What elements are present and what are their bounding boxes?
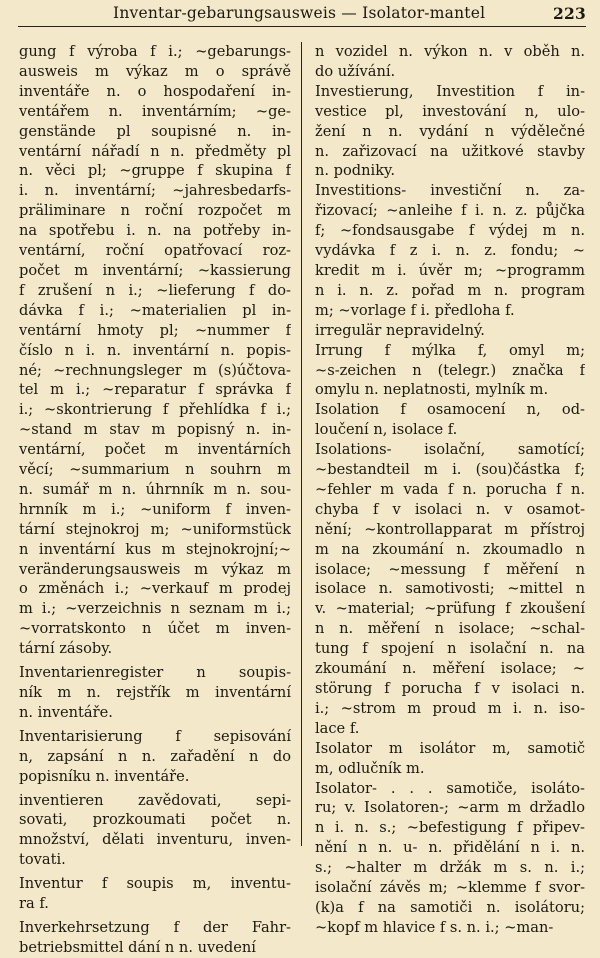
entry-line: m i.; ~verzeichnis n seznam m i.; xyxy=(19,600,291,618)
entry-line: tární zásoby. xyxy=(19,640,113,658)
entry-line: loučení n, isolace f. xyxy=(315,421,458,439)
page-number: 223 xyxy=(553,3,586,23)
entry-line: f; ~fondsausgabe f výdej m n. xyxy=(315,222,585,240)
running-header xyxy=(18,0,586,27)
entry-line: n i. n. s.; ~befestigung f připev- xyxy=(315,819,585,837)
entry-line: ventární nářadí n n. předměty pl xyxy=(19,142,291,160)
dictionary-entry xyxy=(315,42,585,82)
entry-line: chyba f v isolaci n. v osamot- xyxy=(315,500,585,518)
entry-line: genstände pl soupisné n. in- xyxy=(19,122,291,140)
left-column xyxy=(19,42,302,956)
dictionary-entry xyxy=(315,739,585,779)
entry-line: Inventur f soupis m, inventu- xyxy=(19,875,291,893)
entry-line: isolace; ~messung f měření n xyxy=(315,560,585,578)
entry-line: störung f porucha f v isolaci n. xyxy=(315,680,585,697)
entry-line: inventieren zavědovati, sepi- xyxy=(19,791,291,809)
entry-line: ~bestandteil m i. (sou)částka f; xyxy=(315,461,585,479)
entry-line: žení n n. vydání n výdělečné xyxy=(315,122,585,140)
entry-line: n vozidel n. výkon n. v oběh n. xyxy=(315,43,585,60)
entry-line: sovati, prozkoumati počet n. xyxy=(19,811,291,829)
entry-line: ventární, počet m inventárních xyxy=(19,441,291,459)
entry-line: f zrušení n i.; ~lieferung f do- xyxy=(19,281,291,299)
entry-line: ~kopf m hlavice f s. n. i.; ~man- xyxy=(315,918,554,936)
entry-line: n. zařizovací na užitkové stavby xyxy=(315,142,585,160)
entry-line: ~stand m stav m popisný n. in- xyxy=(19,421,291,439)
entry-line: Isolations- isolační, samotící; xyxy=(315,441,585,459)
entry-line: né; ~rechnungsleger m (s)účtova- xyxy=(19,361,291,379)
entry-line: ausweis m výkaz m o správě xyxy=(19,62,291,80)
entry-line: m na zkoumání n. zkoumadlo n xyxy=(315,540,585,558)
dictionary-entry xyxy=(19,918,291,958)
entry-line: ~vorratskonto n účet m inven- xyxy=(19,620,291,638)
entry-line: v. ~material; ~prüfung f zkoušení xyxy=(315,600,585,618)
entry-line: n, zapsání n n. zařadění n do xyxy=(19,747,291,765)
entry-line: n n. měření n isolace; ~schal- xyxy=(315,620,585,638)
entry-line: ra f. xyxy=(19,895,49,913)
entry-line: kredit m i. úvěr m; ~programm xyxy=(315,261,585,279)
entry-line: inventáře n. o hospodaření in- xyxy=(19,82,291,100)
entry-line: m; ~vorlage f i. předloha f. xyxy=(315,301,515,319)
entry-line: nění; ~kontrollapparat m přístroj xyxy=(315,520,585,538)
entry-line: Investierung, Investition f in- xyxy=(315,82,585,100)
dictionary-entry xyxy=(315,400,585,440)
entry-line: počet m inventární; ~kassierung xyxy=(19,261,291,279)
entry-line: popisníku n. inventáře. xyxy=(19,767,190,785)
entry-line: do užívání. xyxy=(315,62,396,80)
entry-line: ~s-zeichen n (telegr.) značka f xyxy=(315,361,585,379)
entry-line: tel m i.; ~reparatur f správka f xyxy=(19,381,291,399)
entry-line: ventární, roční opatřovací roz- xyxy=(19,242,291,260)
header-title: Inventar-gebarungsausweis — Isolator-mantel xyxy=(113,4,486,22)
entry-line: betriebsmittel dání n n. uvedení xyxy=(19,938,256,956)
entry-line: hrnník m i.; ~uniform f inven- xyxy=(19,500,291,518)
entry-line: n. sumář m n. úhrnník m n. sou- xyxy=(19,480,291,498)
entry-line: o změnách i.; ~verkauf m prodej xyxy=(19,580,291,598)
entry-line: na spotřebu i. n. na potřeby in- xyxy=(19,222,291,240)
entry-line: Irrung f mýlka f, omyl m; xyxy=(315,341,585,359)
entry-line: věcí; ~summarium n souhrn m xyxy=(19,461,291,479)
entry-line: Isolator m isolátor m, samotič xyxy=(315,739,585,757)
dictionary-entry xyxy=(315,82,585,182)
entry-line: (k)a f na samotiči n. isolátoru; xyxy=(315,898,585,916)
entry-line: Investitions- investiční n. za- xyxy=(315,182,585,200)
entry-line: gung f výroba f i.; ~gebarungs- xyxy=(19,43,291,60)
entry-line: tung f spojení n isolační n. na xyxy=(315,640,585,658)
entry-line: isolační závěs m; ~klemme f svor- xyxy=(315,879,585,897)
entry-line: Inverkehrsetzung f der Fahr- xyxy=(19,918,291,936)
entry-line: s.; ~halter m držák m s. n. i.; xyxy=(315,859,585,877)
dictionary-entry xyxy=(19,791,291,871)
entry-line: i.; ~strom m proud m i. n. iso- xyxy=(315,699,585,717)
entry-line: Isolation f osamocení n, od- xyxy=(315,401,585,419)
entry-line: lace f. xyxy=(315,719,360,737)
entry-line: vydávka f z i. n. z. fondu; ~ xyxy=(315,242,585,260)
dictionary-entry xyxy=(19,42,291,659)
entry-line: n i. n. z. pořad m n. program xyxy=(315,281,585,299)
entry-line: n inventární kus m stejnokrojní;~ xyxy=(19,540,291,558)
entry-line: ventářem n. inventárním; ~ge- xyxy=(19,102,291,120)
entry-line: dávka f i.; ~materialien pl in- xyxy=(19,301,291,319)
entry-line: irregulär nepravidelný. xyxy=(315,321,485,339)
dictionary-entry xyxy=(19,663,291,723)
entry-line: ~fehler m vada f n. porucha f n. xyxy=(315,480,585,498)
dictionary-entry xyxy=(315,181,585,320)
entry-line: zkoumání n. měření isolace; ~ xyxy=(315,660,585,678)
dictionary-entry xyxy=(315,779,585,938)
right-column xyxy=(302,42,585,936)
entry-line: ventární hmoty pl; ~nummer f xyxy=(19,321,291,339)
entry-line: isolace n. samotivosti; ~mittel n xyxy=(315,580,585,598)
entry-line: omylu n. neplatnosti, mylník m. xyxy=(315,381,549,399)
entry-line: i.; ~skontrierung f přehlídka f i.; xyxy=(19,401,291,419)
entry-line: Isolator- . . . samotiče, isoláto- xyxy=(315,779,585,797)
text-columns xyxy=(19,42,588,956)
entry-line: i. n. inventární; ~jahresbedarfs- xyxy=(19,182,291,200)
entry-line: nění n n. u- n. přidělání n i. n. xyxy=(315,839,585,857)
entry-line: tární stejnokroj m; ~uniformstück xyxy=(19,520,291,538)
entry-line: Inventarisierung f sepisování xyxy=(19,727,291,745)
entry-line: vestice pl, investování n, ulo- xyxy=(315,102,585,120)
dictionary-entry xyxy=(19,727,291,787)
entry-line: veränderungsausweis m výkaz m xyxy=(19,560,291,578)
dictionary-entry xyxy=(19,874,291,914)
entry-line: n. věci pl; ~gruppe f skupina f xyxy=(19,162,291,180)
entry-line: tovati. xyxy=(19,851,66,869)
entry-line: číslo n i. n. inventární n. popis- xyxy=(19,341,291,359)
entry-line: n. podniky. xyxy=(315,162,396,180)
entry-line: n. inventáře. xyxy=(19,703,113,721)
dictionary-entry xyxy=(315,440,585,739)
entry-line: ru; v. Isolatoren-; ~arm m držadlo xyxy=(315,799,585,817)
entry-line: množství, dělati inventuru, inven- xyxy=(19,831,291,849)
entry-line: Inventarienregister n soupis- xyxy=(19,664,291,682)
dictionary-entry xyxy=(315,321,585,341)
entry-line: m, odlučník m. xyxy=(315,759,425,777)
dictionary-entry xyxy=(315,341,585,401)
entry-line: řizovací; ~anleihe f i. n. z. půjčka xyxy=(315,202,585,220)
entry-line: ník m n. rejstřík m inventární xyxy=(19,684,291,701)
entry-line: präliminare n roční rozpočet m xyxy=(19,202,291,220)
